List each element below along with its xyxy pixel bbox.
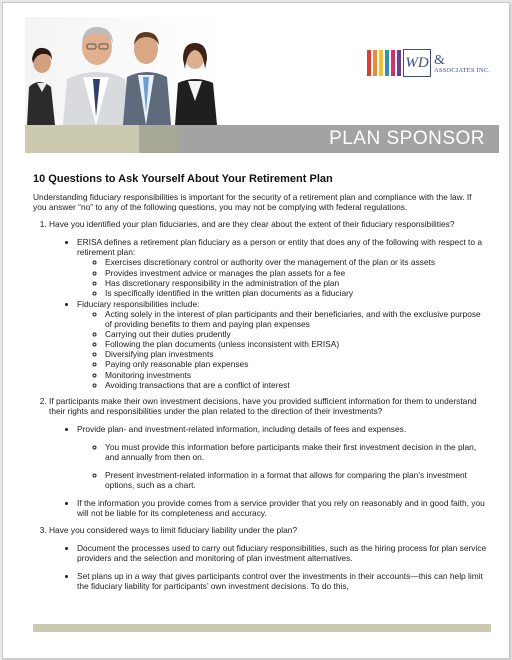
bullet-item — [77, 424, 487, 490]
logo-bar — [385, 50, 389, 76]
logo-bar — [379, 50, 383, 76]
bullet-list — [49, 424, 487, 519]
company-logo — [367, 47, 490, 79]
bullet-item: • Document the processes used to carry out fiduciary responsibilities, such as the hiring process for plan service providers and the selection and monitoring of plan investment alternatives. — [77, 543, 487, 563]
banner-block-mid — [139, 125, 177, 153]
sub-bullet-item: ◦ Carrying out their duties prudently — [105, 329, 487, 339]
sub-bullet-item: ◦ Paying only reasonable plan expenses — [105, 359, 487, 369]
logo-monogram: WD — [403, 49, 431, 77]
bullet-item: • Set plans up in a way that gives participants control over the investments in their accounts—this can help limit the fiduciary liability for participants’ own investment decisions. To do this, — [77, 571, 487, 591]
bullet-item — [77, 299, 487, 390]
bullet-item — [77, 237, 487, 298]
banner-block-light — [25, 125, 139, 153]
sub-bullet-item: ◦ Monitoring investments — [105, 370, 487, 380]
question-text: Have you considered ways to limit fiduciary liability under the plan? — [49, 524, 298, 535]
question-item — [49, 525, 487, 591]
sub-bullet-item: ◦ You must provide this information before participants make their first investment decision in the plan, and annually from then on. — [105, 442, 487, 462]
business-people-photo — [25, 17, 221, 125]
banner-title: PLAN SPONSOR — [177, 125, 499, 153]
sub-bullet-item: ◦ Diversifying plan investments — [105, 349, 487, 359]
intro-paragraph: Understanding fiduciary responsibilities is important for the security of a retirement plan and compliance with the law. If you answer “no” to any of the following questions, you may not be complying with federal regulations. — [33, 192, 472, 213]
sub-bullet-list — [77, 257, 487, 297]
question-item — [49, 396, 487, 519]
sub-bullet-list — [77, 442, 487, 490]
question-list — [33, 219, 487, 591]
bullet-item: • If the information you provide comes from a service provider that you rely on reasonably and in good faith, you will not be liable for its completeness and accuracy. — [77, 498, 487, 518]
sub-bullet-item: ◦ Is specifically identified in the written plan documents as a fiduciary — [105, 288, 487, 298]
bullet-text: Fiduciary responsibilities include: — [77, 298, 200, 309]
sub-bullet-item: ◦ Exercises discretionary control or authority over the management of the plan or its assets — [105, 257, 487, 267]
logo-bar — [391, 50, 395, 76]
bullet-list — [49, 237, 487, 389]
logo-bar — [373, 50, 377, 76]
logo-color-bars — [367, 50, 401, 76]
logo-bar — [367, 50, 371, 76]
question-item — [49, 219, 487, 390]
bullet-list — [49, 543, 487, 591]
logo-bar — [397, 50, 401, 76]
sub-bullet-item: ◦ Provides investment advice or manages the plan assets for a fee — [105, 268, 487, 278]
sub-bullet-item: ◦ Present investment-related information in a format that allows for comparing the plan’s investment options, such as a chart. — [105, 470, 487, 490]
bullet-text: Provide plan- and investment-related information, including details of fees and expenses. — [77, 423, 407, 434]
document-heading: 10 Questions to Ask Yourself About Your Retirement Plan — [33, 173, 333, 185]
question-text: If participants make their own investment decisions, have you provided sufficient information for them to understand their rights and responsibilities under the plan related to the direction of their investments? — [49, 395, 477, 416]
sub-bullet-item: ◦ Has discretionary responsibility in the administration of the plan — [105, 278, 487, 288]
sub-bullet-item: ◦ Following the plan documents (unless inconsistent with ERISA) — [105, 339, 487, 349]
bullet-text: ERISA defines a retirement plan fiduciary as a person or entity that does any of the following with respect to a retirement plan: — [77, 237, 483, 258]
logo-wordmark — [434, 54, 490, 75]
document-page — [2, 2, 510, 659]
sub-bullet-list — [77, 309, 487, 390]
question-text: Have you identified your plan fiduciaries, and are they clear about the extent of their fiduciary responsibilities? — [49, 219, 455, 230]
document-body — [33, 173, 487, 597]
logo-company-name: ASSOCIATES INC. — [434, 66, 491, 74]
sub-bullet-item: ◦ Acting solely in the interest of plan participants and their beneficiaries, and with the exclusive purpose of providing benefits to them and paying plan expenses — [105, 309, 487, 329]
footer-bar — [33, 624, 491, 632]
section-banner — [25, 125, 499, 153]
logo-ampersand: & — [434, 52, 445, 68]
sub-bullet-item: ◦ Avoiding transactions that are a conflict of interest — [105, 380, 487, 390]
